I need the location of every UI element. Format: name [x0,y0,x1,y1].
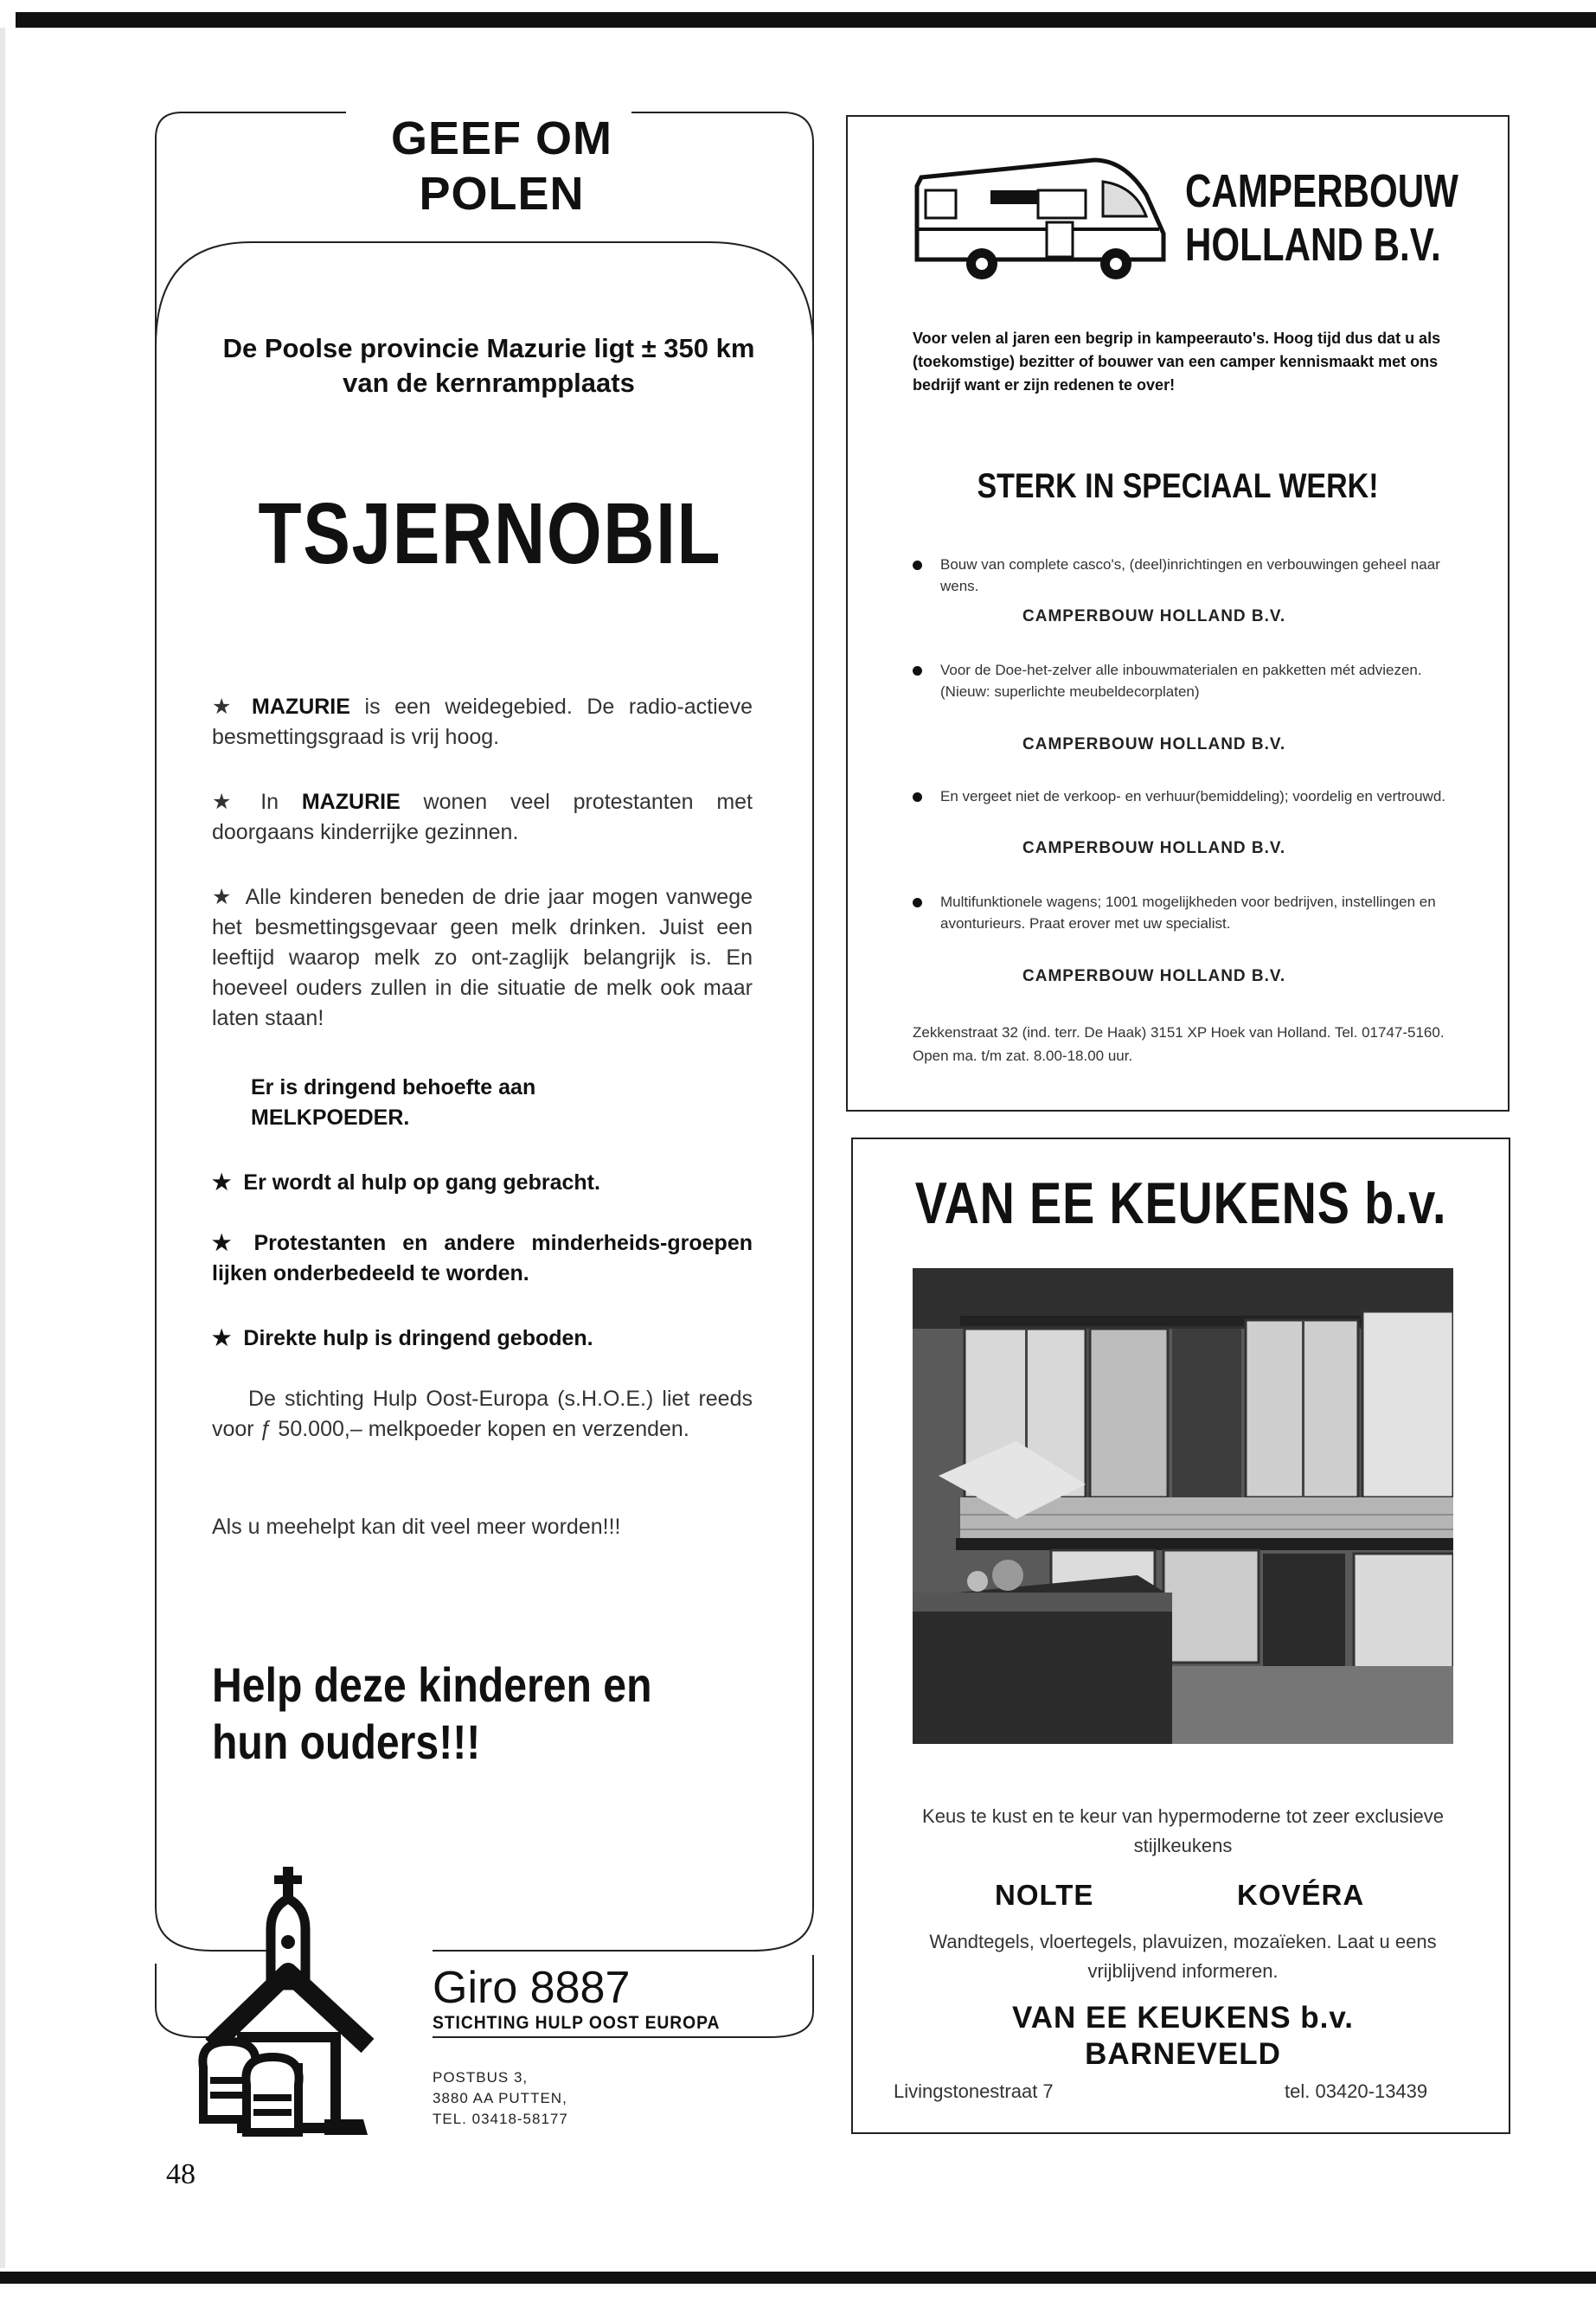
polen-intro: De Poolse provincie Mazurie ligt ± 350 km van de kernrampplaats [222,333,755,398]
camper-bullet-tag: CAMPERBOUW HOLLAND B.V. [1022,967,1286,985]
keukens-title: VAN EE KEUKENS b.v. [914,1170,1447,1236]
p2-text: wonen veel protestanten met doorgaans kinderrijke gezinnen. [212,790,753,844]
top-border [16,12,1596,28]
help-line1: Help deze kinderen en [212,1657,652,1712]
camperbouw-slogan: STERK IN SPECIAAL WERK! [977,467,1379,505]
camperbouw-intro: Voor velen al jaren een begrip in kampeerauto's. Hoog tijd dus dat u als (toekomstige) bezitter of bouwer van een camper kennismaakt met ons bedrijf want er zijn redenen te over! [913,330,1441,394]
stichting-name: STICHTING HULP OOST EUROPA [433,2013,721,2033]
keukens-city: BARNEVELD [1085,2037,1281,2071]
paragraph-shoe: De stichting Hulp Oost-Europa (s.H.O.E.) liet reeds voor ƒ 50.000,– melkpoeder kopen en verzenden. [212,1387,753,1441]
keukens-tagline: Keus te kust en te keur van hypermoderne tot zeer exclusieve stijlkeukens [922,1805,1444,1856]
address-line1: POSTBUS 3, [433,2069,529,2086]
brand-kovera: KOVÉRA [1237,1879,1365,1911]
kitchen-photo-drawing [913,1268,1453,1744]
tsjernobil-headline: TSJERNOBIL [258,485,722,582]
paragraph-minorities: ★ Protestanten en andere minderheids-groepen lijken onderbedeeld te worden. [212,1231,753,1285]
polen-title-line2: POLEN [419,168,585,220]
paragraph-mazurie-2: ★ In MAZURIE wonen veel protestanten met doorgaans kinderrijke gezinnen. [212,790,753,844]
polen-title [329,111,675,221]
camperbouw-address: Zekkenstraat 32 (ind. terr. De Haak) 3151 XP Hoek van Holland. Tel. 01747-5160. Open ma. t/m zat. 8.00-18.00 uur. [913,1024,1445,1064]
bullet-dot-icon [913,666,922,676]
p1-text: is een weidegebied. De radio-actieve besmettingsgraad is vrij hoog. [212,695,753,749]
giro-number: Giro 8887 [433,1963,631,2013]
brand-nolte: NOLTE [995,1879,1094,1911]
p2-start: In [260,790,302,814]
camper-bullet-text: Multifunktionele wagens; 1001 mogelijkheden voor bedrijven, instellingen en avonturieurs. Praat erover met uw specialist. [940,894,1436,932]
paragraph-melkpoeder: Er is dringend behoefte aan MELKPOEDER. [251,1075,536,1130]
kitchen-photo [913,1268,1453,1744]
help-line2: hun ouders!!! [212,1715,481,1769]
camper-bullet-text: Bouw van complete casco's, (deel)inrichtingen en verbouwingen geheel naar wens. [940,556,1440,594]
camperbouw-title-line2: HOLLAND B.V. [1185,219,1441,271]
camper-bullet-tag: CAMPERBOUW HOLLAND B.V. [1022,735,1286,753]
help-headline [212,1657,688,1771]
p7-text: Direkte hulp is dringend geboden. [243,1326,593,1350]
camperbouw-title-line1: CAMPERBOUW [1185,165,1458,217]
address-line2: 3880 AA PUTTEN, [433,2090,567,2106]
paragraph-mazurie-1: ★ MAZURIE is een weidegebied. De radio-actieve besmettingsgraad is vrij hoog. [212,695,753,749]
p5-text: Er wordt al hulp op gang gebracht. [243,1170,600,1195]
bullet-dot-icon [913,792,922,802]
keukens-company [913,2000,1453,2073]
camperbouw-title [1185,164,1458,272]
page-number: 48 [166,2158,195,2190]
paragraph-children: ★ Alle kinderen beneden de drie jaar mogen vanwege het besmettingsgevaar geen melk drinken. Juist een leeftijd waarop melk zo ont-zaglijk belangrijk is. En hoeveel ouders zullen in die situatie de melk ook maar laten staan! [212,885,753,1030]
keukens-phone: tel. 03420-13439 [1285,2080,1428,2102]
paragraph-meehelpt: Als u meehelpt kan dit veel meer worden!!! [212,1515,621,1539]
paragraph-direct-help: ★ Direkte hulp is dringend geboden. [212,1326,593,1350]
bullet-dot-icon [913,898,922,907]
bottom-border [0,2272,1596,2284]
keukens-company-name: VAN EE KEUKENS b.v. [1012,2001,1354,2035]
p6-text: Protestanten en andere minderheids-groepen lijken onderbedeeld te worden. [212,1231,753,1285]
p2-bold: MAZURIE [301,790,401,814]
keukens-products: Wandtegels, vloertegels, plavuizen, mozaïeken. Laat u eens vrijblijvend informeren. [929,1931,1437,1982]
paragraph-help-underway: ★ Er wordt al hulp op gang gebracht. [212,1170,600,1195]
church-bread-logo [195,1860,402,2145]
camper-bullet-text: Voor de Doe-het-zelver alle inbouwmaterialen en pakketten mét adviezen. (Nieuw: superlichte meubeldecorplaten) [940,662,1422,700]
camper-bullet-tag: CAMPERBOUW HOLLAND B.V. [1022,839,1286,857]
bullet-dot-icon [913,561,922,570]
p1-bold: MAZURIE [252,695,350,719]
page-edge [0,28,5,2268]
keukens-street: Livingstonestraat 7 [894,2080,1054,2102]
p3-text: Alle kinderen beneden de drie jaar mogen vanwege het besmettingsgevaar geen melk drinken. Juist een leeftijd waarop melk zo ont-zaglijk belangrijk is. En hoeveel ouders zullen in die situatie de melk ook maar laten staan! [212,885,753,1030]
stichting-address [433,2067,568,2130]
camper-bullet-tag: CAMPERBOUW HOLLAND B.V. [1022,607,1286,625]
camper-illustration [908,151,1168,285]
camper-bullet-text: En vergeet niet de verkoop- en verhuur(bemiddeling); voordelig en vertrouwd. [940,788,1445,804]
polen-title-line1: GEEF OM [390,112,612,164]
address-line3: TEL. 03418-58177 [433,2111,568,2127]
